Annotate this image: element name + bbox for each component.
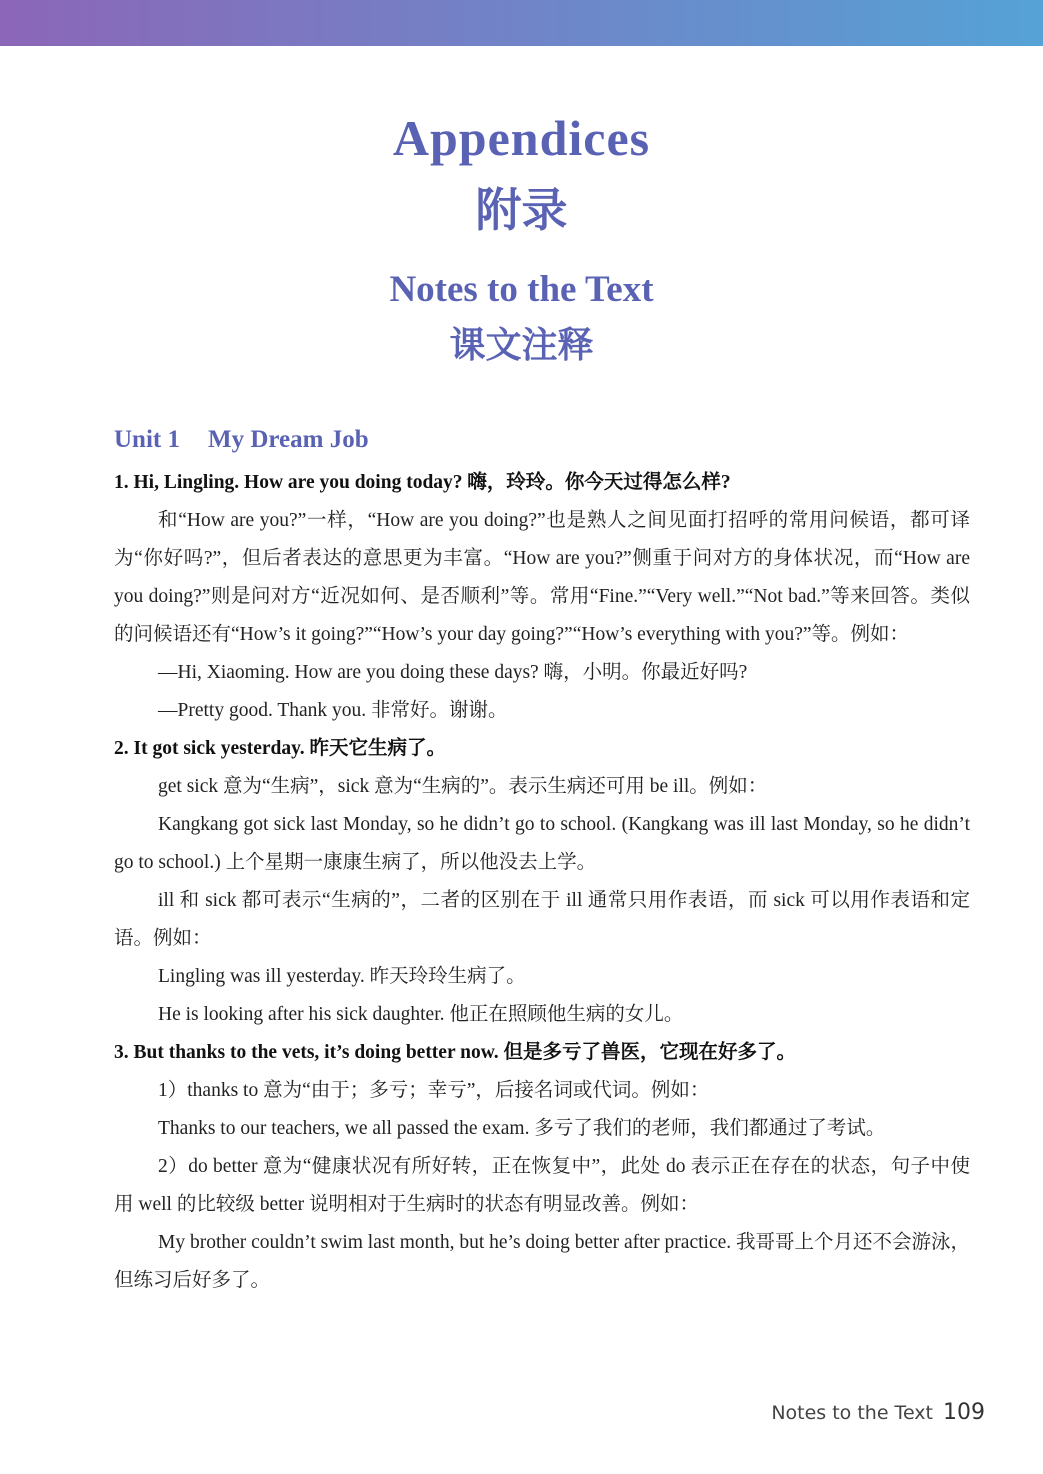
note-item-2: [114, 730, 970, 1034]
section-title: Notes to the Text: [389, 269, 654, 310]
example-sentence: He is looking after his sick daughter. 他正在照顾他生病的女儿。: [158, 1004, 684, 1025]
unit-title: My Dream Job: [207, 426, 369, 453]
note-paragraph: 1）thanks to 意为“由于；多亏；幸亏”，后接名词或代词。例如：: [158, 1080, 710, 1101]
note-paragraph: ill 和 sick 都可表示“生病的”，二者的区别在于 ill 通常只用作表语，而 sick 可以用作表语和定语。例如：: [114, 890, 970, 949]
note-paragraph: My brother couldn’t swim last month, but he’s doing better after practice. 我哥哥上个月还不会游泳，但练习后好多了。: [114, 1232, 971, 1291]
header-gradient-band: [0, 0, 1043, 46]
example-sentence: Lingling was ill yesterday. 昨天玲玲生病了。: [158, 966, 526, 987]
notes-content: [114, 418, 970, 1300]
section-title-chinese: 课文注释: [449, 325, 594, 366]
page-footer: [771, 1400, 985, 1425]
example-sentence: —Pretty good. Thank you. 非常好。谢谢。: [158, 700, 508, 721]
unit-heading: [114, 418, 970, 462]
note-title: 2. It got sick yesterday. 昨天它生病了。: [114, 738, 447, 759]
note-item-3: [114, 1034, 970, 1300]
page-number: 109: [943, 1400, 985, 1425]
note-paragraph: 2）do better 意为“健康状况有所好转，正在恢复中”，此处 do 表示正在存在的状态，句子中使用 well 的比较级 better 说明相对于生病时的状态有明显改善。例如：: [114, 1156, 970, 1215]
note-title: 1. Hi, Lingling. How are you doing today? 嗨，玲玲。你今天过得怎么样?: [114, 472, 731, 493]
note-paragraph: 和“How are you?”一样，“How are you doing?”也是熟人之间见面打招呼的常用问候语，都可译为“你好吗?”，但后者表达的意思更为丰富。“How are you?”侧重于问对方的身体状况，而“How are you doing?”则是问对方“近况如何、是否顺利”等。常用“Fine.”“Very well.”“Not bad.”等来回答。类似的问候语还有“How’s it going?”“How’s your day going?”“How’s everything with you?”等。例如：: [114, 510, 970, 645]
example-sentence: Thanks to our teachers, we all passed the exam. 多亏了我们的老师，我们都通过了考试。: [158, 1118, 886, 1139]
note-item-1: [114, 464, 970, 730]
footer-section-label: Notes to the Text: [771, 1402, 933, 1424]
note-paragraph: get sick 意为“生病”，sick 意为“生病的”。表示生病还可用 be ill。例如：: [158, 776, 768, 797]
page-title: Appendices: [392, 110, 651, 166]
note-title: 3. But thanks to the vets, it’s doing better now. 但是多亏了兽医，它现在好多了。: [114, 1042, 796, 1063]
note-paragraph: Kangkang got sick last Monday, so he didn’t go to school. (Kangkang was ill last Monday, so he didn’t go to school.) 上个星期一康康生病了，所以他没去上学。: [114, 814, 970, 873]
unit-number: Unit 1: [114, 426, 180, 453]
page-title-chinese: 附录: [475, 183, 568, 237]
example-sentence: —Hi, Xiaoming. How are you doing these days? 嗨，小明。你最近好吗?: [158, 662, 748, 683]
